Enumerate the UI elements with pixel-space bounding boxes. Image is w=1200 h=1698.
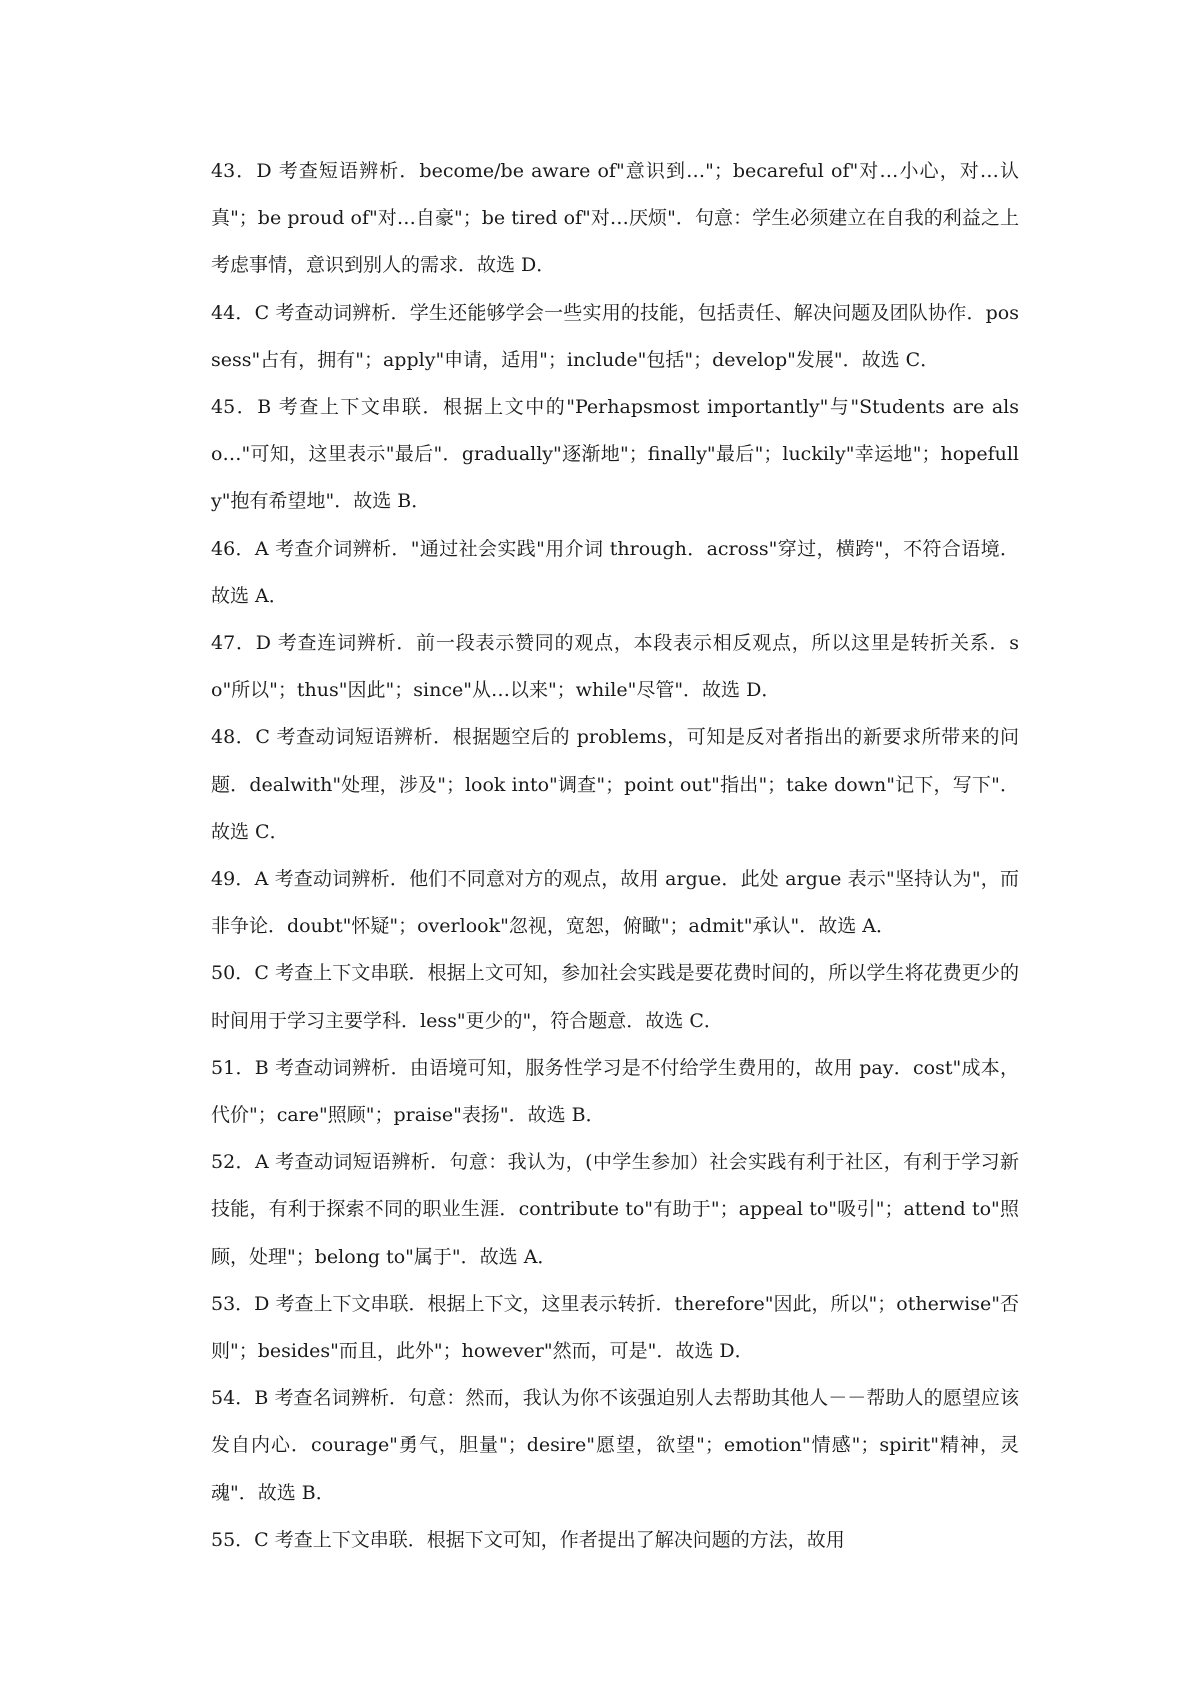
- answer-51: 51．B 考查动词辨析．由语境可知，服务性学习是不付给学生费用的，故用 pay．cost"成本，代价"；care"照顾"；praise"表扬"．故选 B．: [211, 1056, 1019, 1127]
- answer-45: 45．B 考查上下文串联．根据上文中的"Perhapsmost importantly"与"Students are also…"可知，这里表示"最后"．gradually"逐渐地"；finally"最后"；luckily"幸运地"；hopefully"抱有希望地"．故选 B．: [211, 396, 1019, 513]
- answer-54: 54．B 考查名词辨析．句意：然而，我认为你不该强迫别人去帮助其他人－－帮助人的愿望应该发自内心．courage"勇气，胆量"；desire"愿望，欲望"；emotion"情感"；spirit"精神，灵魂"．故选 B．: [211, 1387, 1019, 1504]
- answer-49: 49．A 考查动词辨析．他们不同意对方的观点，故用 argue．此处 argue 表示"坚持认为"，而非争论．doubt"怀疑"；overlook"忽视，宽恕，俯瞰"；admit"承认"．故选 A．: [211, 868, 1019, 938]
- answer-52: 52．A 考查动词短语辨析．句意：我认为，(中学生参加）社会实践有利于社区，有利于学习新技能，有利于探索不同的职业生涯．contribute to"有助于"；appeal to"吸引"；attend to"照顾，处理"；belong to"属于"．故选 A．: [211, 1151, 1019, 1268]
- answer-53: 53．D 考查上下文串联．根据上下文，这里表示转折．therefore"因此，所以"；otherwise"否则"；besides"而且，此外"；however"然而，可是"．故选 D．: [211, 1292, 1019, 1363]
- answer-46: 46．A 考查介词辨析．"通过社会实践"用介词 through．across"穿过，横跨"，不符合语境．故选 A．: [211, 537, 1019, 607]
- answer-47: 47．D 考查连词辨析．前一段表示赞同的观点，本段表示相反观点，所以这里是转折关系．so"所以"；thus"因此"；since"从…以来"；while"尽管"．故选 D．: [211, 632, 1019, 702]
- answer-50: 50．C 考查上下文串联．根据上文可知，参加社会实践是要花费时间的，所以学生将花费更少的时间用于学习主要学科．less"更少的"，符合题意．故选 C．: [211, 962, 1019, 1032]
- answer-explanations: [211, 148, 1019, 1564]
- answer-43: 43．D 考查短语辨析．become/be aware of"意识到…"；becareful of"对…小心，对…认真"；be proud of"对…自豪"；be tired of"对…厌烦"．句意：学生必须建立在自我的利益之上考虑事情，意识到别人的需求．故选 D．: [211, 160, 1019, 277]
- answer-48: 48．C 考查动词短语辨析．根据题空后的 problems，可知是反对者指出的新要求所带来的问题．dealwith"处理，涉及"；look into"调查"；point out"指出"；take down"记下，写下"．故选 C．: [211, 726, 1019, 843]
- answer-55: 55．C 考查上下文串联．根据下文可知，作者提出了解决问题的方法，故用: [211, 1528, 845, 1551]
- answer-44: 44．C 考查动词辨析．学生还能够学会一些实用的技能，包括责任、解决问题及团队协作．possess"占有，拥有"；apply"申请，适用"；include"包括"；develop"发展"．故选 C．: [211, 301, 1019, 371]
